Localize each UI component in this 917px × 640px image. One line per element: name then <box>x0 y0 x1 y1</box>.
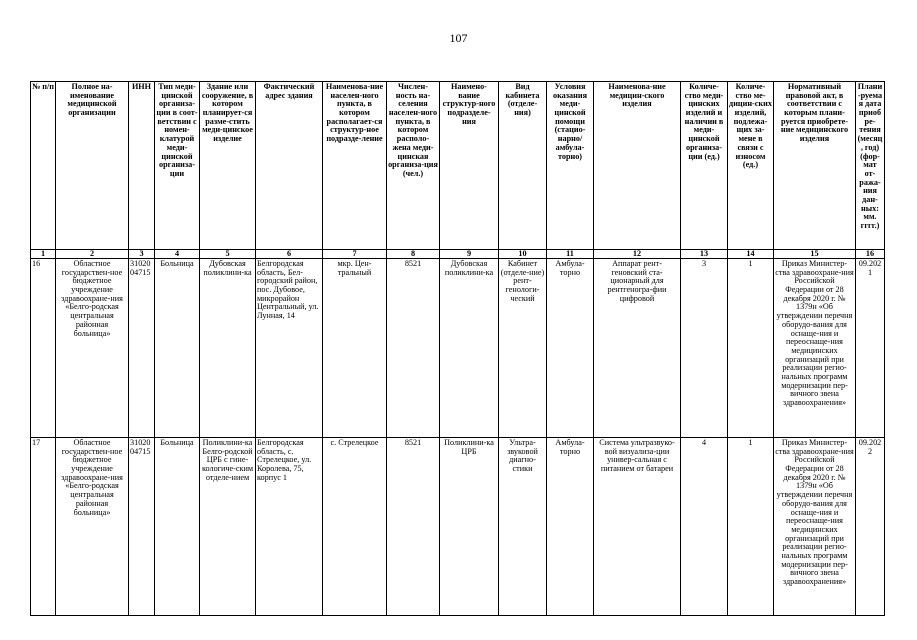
cell-conditions: Амбула-торно <box>547 438 594 616</box>
cell-inn: 3102004715 <box>129 438 155 616</box>
column-number: 15 <box>774 250 856 259</box>
column-number: 1 <box>31 250 56 259</box>
column-number: 6 <box>256 250 323 259</box>
col-header-inn: ИНН <box>129 82 155 250</box>
cell-conditions: Амбула-торно <box>547 259 594 438</box>
cell-act: Приказ Министер-ства здравоохране-ния Российской Федерации от 28 декабря 2020 г. № 1379н «Об утверждении перечня оборудо-вания для оснаще-ния и переоснаще-ния медицинских организаций при реализации регио-нальных программ модернизации пер-вичного звена здравоохранения» <box>774 259 856 438</box>
column-number: 5 <box>200 250 256 259</box>
column-number: 10 <box>499 250 547 259</box>
col-header-settlement: Наименова-ние населен-ного пункта, в котором располагает-ся структур-ное подразде-ление <box>323 82 387 250</box>
cell-num: 17 <box>31 438 56 616</box>
cell-qty-have: 3 <box>681 259 728 438</box>
col-header-date: Плани-руемая дата приобре-тения (месяц, год) (фор-мат от-ража-ния дан-ных: мм. гггг.) <box>856 82 885 250</box>
column-number-row <box>31 250 885 259</box>
col-header-cabinet: Вид кабинета (отделе-ния) <box>499 82 547 250</box>
col-header-qty-have: Количе-ство меди-цинских изделий и наличии в меди-цинской организа-ции (ед.) <box>681 82 728 250</box>
column-number: 8 <box>387 250 440 259</box>
table-row <box>31 259 885 438</box>
column-number: 7 <box>323 250 387 259</box>
col-header-num: № п/п <box>31 82 56 250</box>
cell-unit: Поликлини-ка ЦРБ <box>440 438 499 616</box>
cell-population: 8521 <box>387 438 440 616</box>
table-row <box>31 438 885 616</box>
cell-act: Приказ Министер-ства здравоохране-ния Российской Федерации от 28 декабря 2020 г. № 1379н «Об утверждении перечня оборудо-вания для оснаще-ния и переоснаще-ния медицинских организаций при реализации регио-нальных программ модернизации пер-вичного звена здравоохранения» <box>774 438 856 616</box>
cell-num: 16 <box>31 259 56 438</box>
cell-org: Областное государствен-ное бюджетное учреждение здравоохране-ния «Белго-родская центральная районная больница» <box>56 259 129 438</box>
cell-address: Белгородская область, Бел-городский район, пос. Дубовое, микрорайон Центральный, ул. Лунная, 14 <box>256 259 323 438</box>
column-number: 2 <box>56 250 129 259</box>
cell-device: Аппарат рент-геновский ста-ционарный для рентгеногра-фии цифровой <box>594 259 681 438</box>
col-header-address: Фактический адрес здания <box>256 82 323 250</box>
col-header-act: Нормативный правовой акт, в соответствии с которым плани-руется приобрете-ние медицинского изделия <box>774 82 856 250</box>
col-header-qty-replace: Количе-ство ме-дицин-ских изделий, подлежа-щих за-мене в связи с износом (ед.) <box>728 82 774 250</box>
cell-settlement: с. Стрелецкое <box>323 438 387 616</box>
cell-device: Система ультразвуко-вой визуализа-ции универ-сальная с питанием от батареи <box>594 438 681 616</box>
col-header-type: Тип меди-цинской организа-ции в соот-ветствии с номен-клатурой меди-цинской организа-ции <box>155 82 200 250</box>
cell-date: 09.2021 <box>856 259 885 438</box>
column-number: 9 <box>440 250 499 259</box>
column-number: 4 <box>155 250 200 259</box>
column-number: 16 <box>856 250 885 259</box>
cell-type: Больница <box>155 259 200 438</box>
col-header-device: Наименова-ние медицин-ского изделия <box>594 82 681 250</box>
cell-org: Областное государствен-ное бюджетное учреждение здравоохране-ния «Белго-родская центральная районная больница» <box>56 438 129 616</box>
equipment-table <box>30 81 885 616</box>
cell-population: 8521 <box>387 259 440 438</box>
page-number: 107 <box>449 31 468 45</box>
cell-qty-replace: 1 <box>728 438 774 616</box>
cell-qty-replace: 1 <box>728 259 774 438</box>
cell-inn: 3102004715 <box>129 259 155 438</box>
col-header-org: Полное на-именование медицинской организации <box>56 82 129 250</box>
col-header-population: Числен-ность на-селения населен-ного пункта, в котором располо-жена меди-цинская организа-ция (чел.) <box>387 82 440 250</box>
column-number: 11 <box>547 250 594 259</box>
column-number: 13 <box>681 250 728 259</box>
col-header-conditions: Условия оказания меди-цинской помощи (стацио-нарно/ амбула-торно) <box>547 82 594 250</box>
column-number: 12 <box>594 250 681 259</box>
cell-cabinet: Ультра-звуковой диагно-стики <box>499 438 547 616</box>
header-row <box>31 82 885 250</box>
cell-settlement: мкр. Цен-тральный <box>323 259 387 438</box>
col-header-unit: Наимено-вание структур-ного подразделе-ния <box>440 82 499 250</box>
cell-type: Больница <box>155 438 200 616</box>
cell-unit: Дубовская поликлини-ка <box>440 259 499 438</box>
cell-date: 09.2022 <box>856 438 885 616</box>
cell-qty-have: 4 <box>681 438 728 616</box>
col-header-building: Здание или сооружение, в котором планирует-ся разме-стить меди-цинское изделие <box>200 82 256 250</box>
cell-address: Белгородская область, с. Стрелецкое, ул. Королева, 75, корпус 1 <box>256 438 323 616</box>
column-number: 14 <box>728 250 774 259</box>
cell-building: Поликлини-ка Белго-родской ЦРБ с гине-кологиче-ским отделе-нием <box>200 438 256 616</box>
cell-cabinet: Кабинет (отделе-ние) рент-генологи-ческий <box>499 259 547 438</box>
column-number: 3 <box>129 250 155 259</box>
cell-building: Дубовская поликлини-ка <box>200 259 256 438</box>
